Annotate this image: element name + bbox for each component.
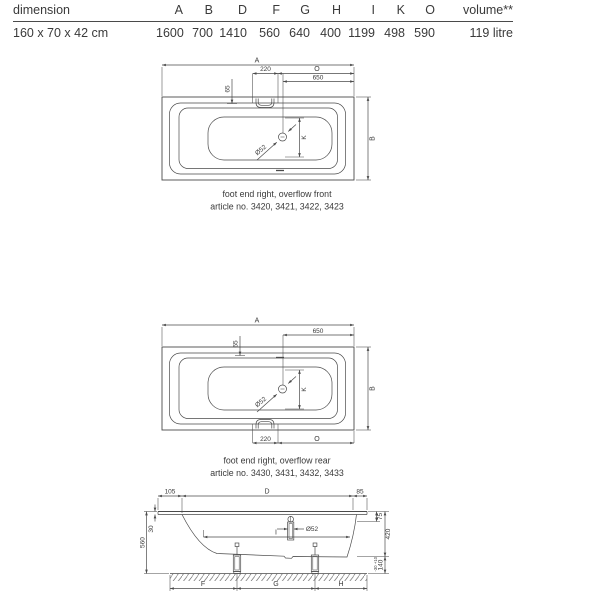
dim-label-30: 30: [148, 525, 155, 533]
value-O: 590: [414, 26, 435, 40]
col-header-A: A: [174, 3, 183, 17]
value-G: 640: [289, 26, 310, 40]
dim-label-65: 65: [224, 85, 232, 93]
dim-label-F: F: [200, 581, 206, 588]
dim-label-H: H: [338, 581, 344, 588]
dim-label-O: O: [314, 66, 320, 73]
tub-outline-front: [162, 97, 354, 180]
col-header-B: B: [204, 3, 213, 17]
col-header-O: O: [425, 3, 435, 17]
dim-label-420: 420: [385, 528, 392, 540]
dim-label-B: B: [369, 386, 377, 391]
dim-label-560: 560: [139, 537, 147, 548]
value-volume: 119 litre: [469, 26, 513, 40]
dim-label-K: K: [301, 135, 308, 140]
table-header-dimension: dimension: [13, 3, 70, 17]
caption-rear-line2: article no. 3430, 3431, 3432, 3433: [210, 468, 344, 478]
dim-label-220: 220: [260, 436, 271, 443]
side-elevation-view: [140, 489, 393, 592]
dim-label-O: O: [314, 436, 320, 443]
overflow-notch-front: [253, 74, 278, 108]
col-header-D: D: [237, 3, 247, 17]
col-header-volume: volume**: [462, 3, 513, 17]
dim-label-105: 105: [164, 488, 176, 496]
dim-label-B: B: [369, 136, 377, 141]
dim-label-650: 650: [312, 74, 324, 82]
value-F: 560: [259, 26, 280, 40]
col-header-K: K: [396, 3, 405, 17]
col-header-H: H: [331, 3, 341, 17]
dim-label-85: 85: [356, 488, 364, 496]
top-view-overflow-rear: [162, 318, 377, 479]
dim-label-65: 65: [232, 340, 240, 348]
value-D: 1410: [219, 26, 247, 40]
value-B: 700: [192, 26, 213, 40]
dim-label-220: 220: [260, 66, 271, 73]
dim-tolerance-plus: +10: [373, 556, 378, 565]
dim-label-A: A: [254, 57, 260, 65]
dim-label-650: 650: [312, 328, 324, 335]
foot-left: [233, 543, 240, 574]
tub-profile: [158, 512, 367, 559]
dim-label-D: D: [264, 488, 270, 496]
dim-label-G: G: [273, 581, 279, 588]
caption-front-line1: foot end right, overflow front: [222, 189, 332, 199]
overflow-fitting: [288, 516, 294, 540]
dim-label-75: 75: [377, 512, 384, 521]
value-H: 400: [320, 26, 341, 40]
dimensions-front: [162, 58, 377, 181]
tub-outline-rear: [162, 347, 354, 430]
value-K: 498: [384, 26, 405, 40]
col-header-G: G: [300, 3, 310, 17]
caption-front-line2: article no. 3420, 3421, 3422, 3423: [210, 201, 344, 212]
dim-tolerance-minus: -30: [373, 565, 378, 572]
dim-label-A: A: [254, 317, 260, 325]
dim-label-drain-diameter: Ø52: [254, 143, 268, 157]
floor-hatching: [170, 574, 367, 582]
value-A: 1600: [156, 26, 184, 40]
foot-right: [311, 543, 318, 574]
dim-label-drain-diameter: Ø52: [254, 395, 268, 409]
dim-label-140: 140: [377, 559, 385, 571]
value-I: 1199: [348, 26, 375, 40]
col-header-I: I: [371, 3, 375, 17]
size-label: 160 x 70 x 42 cm: [13, 26, 109, 40]
col-header-F: F: [272, 3, 280, 17]
dim-label-overflow-diameter: Ø52: [305, 526, 319, 533]
top-view-overflow-front: [162, 58, 377, 212]
dim-label-I: I: [275, 529, 277, 537]
dim-label-K: K: [301, 387, 308, 392]
caption-rear-line1: foot end right, overflow rear: [223, 455, 331, 466]
